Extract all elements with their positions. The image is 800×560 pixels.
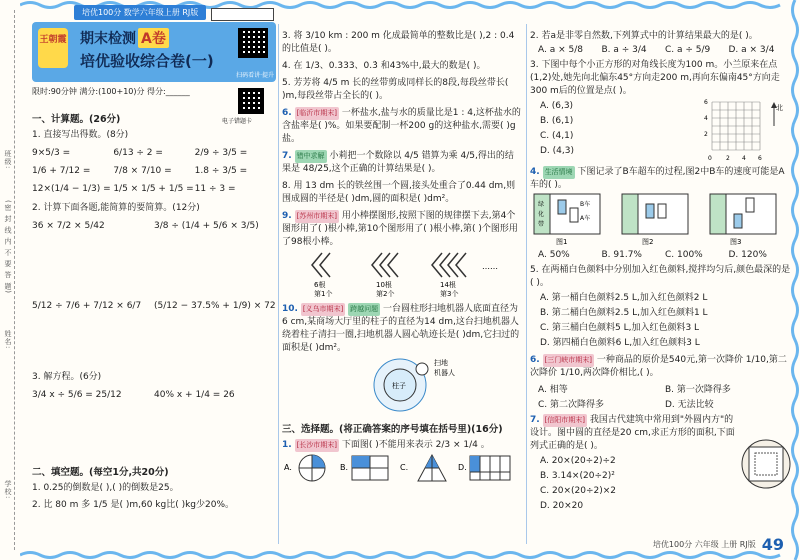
figure-label: 机器人 xyxy=(434,369,455,377)
figure-label: 柱子 xyxy=(392,382,406,390)
calc-row xyxy=(32,164,276,178)
round-square-figure xyxy=(740,438,792,490)
overtake-panel-1 xyxy=(534,194,600,246)
option-item[interactable]: B. 91.7% xyxy=(601,250,642,260)
grid-x-tick: 0 xyxy=(708,155,712,162)
calc-row xyxy=(32,388,276,402)
stick-figure-3 xyxy=(432,253,466,277)
car-a-icon xyxy=(746,198,754,212)
overtake-panel-2 xyxy=(622,194,688,246)
option-b-shaded xyxy=(352,456,370,468)
greenbelt-label: 化 xyxy=(538,211,545,218)
greenbelt-label: 带 xyxy=(538,221,545,228)
question-type-tag: 跨越问题 xyxy=(348,303,380,316)
figure-label: 10根 xyxy=(376,281,392,289)
coordinate-grid-figure xyxy=(692,98,792,162)
calc-item: 1.8 ÷ 3/5 = xyxy=(194,166,248,176)
car-b-icon xyxy=(734,214,742,228)
figure-caption: 图2 xyxy=(642,238,654,246)
question-text: 1. 直接写出得数。(8分) xyxy=(32,130,129,140)
option-item[interactable]: D. 第四桶白色颜料6 L,加入红色颜料3 L xyxy=(540,338,700,348)
option-item[interactable]: A. (6,3) xyxy=(540,101,574,111)
exam-subtitle: 培优验收综合卷(一) xyxy=(80,52,214,70)
option-item[interactable]: D. 20×20 xyxy=(540,501,584,511)
answer-reference: 【答案见P89】 xyxy=(211,8,274,21)
question-text: 一台圆柱形扫地机器人底面直径为6 cm,某商场大厅里的柱子的直径为14 dm,这台扫地机器人绕着柱子清扫一圈,扫地机器人圆心轨迹长是( )dm,它扫过的面积是( )dm²。 xyxy=(282,304,520,353)
stick-pattern-figure xyxy=(282,249,522,299)
question-item: 10. [义乌市期末] 跨越问题 一台圆柱形扫地机器人底面直径为6 cm,某商场大厅里的柱子的直径为14 dm,这台扫地机器人绕着柱子清扫一圈,扫地机器人圆心轨迹长是( )dm,它扫过的面积是( )dm²。 xyxy=(282,304,520,353)
section-title: 二、填空题。(每空1分,共20分) xyxy=(32,467,169,478)
question-text: 小莉把一个数除以 4/5 错算为乘 4/5,得出的结果是 48/25,这个正确的计算结果是( )。 xyxy=(282,151,514,174)
calc-item: 12×(1/4 − 1/3) = xyxy=(32,184,111,194)
calc-row xyxy=(32,219,276,233)
section-title: 三、选择题。(将正确答案的序号填在括号里)(16分) xyxy=(282,424,503,435)
car-a-icon xyxy=(570,208,578,222)
header-strip: 培优100分 数学六年级上册 RJ版 xyxy=(74,5,206,20)
calc-row xyxy=(32,182,276,196)
option-item[interactable]: A. 50% xyxy=(538,250,570,260)
grid-y-tick: 4 xyxy=(704,115,708,122)
option-item[interactable]: C. 第三桶白色颜料5 L,加入红色颜料3 L xyxy=(540,323,700,333)
brand-logo: 王朝霞 xyxy=(38,28,68,68)
car-label: B车 xyxy=(580,201,591,208)
calc-item: 7/8 × 7/10 = xyxy=(113,166,172,176)
question-text: 2. 比 80 m 多 1/5 是( )m,60 kg比( )kg少20%。 xyxy=(32,500,235,510)
inner-square xyxy=(749,447,783,481)
option-item[interactable]: C. 100% xyxy=(665,250,703,260)
page-number: 49 xyxy=(761,535,784,554)
qr-caption: 电子错题卡 xyxy=(222,118,253,125)
calc-item: 36 × 7/2 × 5/42 xyxy=(32,221,105,231)
car-overtake-figure xyxy=(530,192,792,248)
calc-item: 6/13 ÷ 2 = xyxy=(113,148,163,158)
robot-circle xyxy=(416,363,428,375)
option-label: C. xyxy=(400,463,409,472)
page-footer xyxy=(653,535,784,554)
question-item: 4. 生活情境 下图记录了B车超车的过程,图2中B车的速度可能是A车的( )。 xyxy=(530,167,785,190)
q7-block xyxy=(530,410,792,513)
question-text: 2. 若a是非零自然数,下列算式中的计算结果最大的是( )。 xyxy=(530,31,758,41)
options-row xyxy=(538,250,792,260)
calc-item: 9×5/3 = xyxy=(32,148,71,158)
exam-title: 期末检测 A卷 xyxy=(80,28,169,48)
question-item: 1. [长沙市期末] 下面图( )不能用来表示 2/3 × 1/4 。 xyxy=(282,440,490,450)
question-source-tag: [长沙市期末] xyxy=(295,439,339,452)
question-text: 3. 解方程。(6分) xyxy=(32,372,102,382)
binding-margin xyxy=(0,0,28,560)
question-text: 3. 将 3/10 km : 200 m 化成最简单的整数比是( ),2 : 0.4 的比值是( )。 xyxy=(282,31,515,54)
question-text: 一杯盐水,盐与水的质量比是1 : 4,这杯盐水的含盐率是( )%。如果要配制一杯200 g的这种盐水,需要( )g盐。 xyxy=(282,108,521,144)
calc-item: 5/12 ÷ 7/6 + 7/12 × 6/7 xyxy=(32,301,142,311)
question-item: 7. [信阳市期末] 我国古代建筑中常用到"外圆内方"的设计。图中圆的直径是20 cm,求正方形的面积,下面列式正确的是( )。 xyxy=(530,415,735,451)
q3-options xyxy=(530,98,692,162)
work-space[interactable] xyxy=(32,313,276,367)
question-text: 下面图( )不能用来表示 2/3 × 1/4 。 xyxy=(341,440,490,450)
figure-caption: 图1 xyxy=(556,238,568,246)
option-label: B. xyxy=(340,463,349,472)
car-b-icon xyxy=(558,200,566,214)
exam-meta: 限时:90分钟 满分:(100+10)分 得分:______ xyxy=(32,87,190,96)
question-text: 8. 用 13 dm 长的铁丝围一个圆,接头处重合了0.44 dm,则围成圆的半径是( )dm,圆的面积是( )dm²。 xyxy=(282,181,516,204)
calc-item: 2/9 ÷ 3/5 = xyxy=(194,148,248,158)
column-middle xyxy=(282,22,522,484)
binding-dash-line xyxy=(14,10,15,550)
figure-caption: 图3 xyxy=(730,238,742,246)
stick-figure-2 xyxy=(372,253,398,277)
column-right xyxy=(530,22,792,513)
calc-item: 1/6 + 7/12 = xyxy=(32,166,91,176)
question-source-tag: [苏州市期末] xyxy=(295,210,339,223)
calc-item: 3/4 x ÷ 5/6 = 25/12 xyxy=(32,390,122,400)
grid-y-tick: 2 xyxy=(704,131,708,138)
car-label: A车 xyxy=(580,215,591,222)
question-item: 7. 错中求解 小莉把一个数除以 4/5 错算为乘 4/5,得出的结果是 48/25,这个正确的计算结果是( )。 xyxy=(282,151,514,174)
option-item[interactable]: B. 第一次降得多 xyxy=(665,385,731,395)
calc-row xyxy=(32,299,276,313)
option-item[interactable]: A. 相等 xyxy=(538,385,568,395)
binding-name: 姓名: xyxy=(4,330,12,350)
greenbelt-label: 绿 xyxy=(538,201,545,208)
grid-lines xyxy=(712,102,760,150)
option-item[interactable]: B. 3.14×(20÷2)² xyxy=(540,471,615,481)
option-item[interactable]: B. (6,1) xyxy=(540,116,574,126)
question-text: 5. 芳芳将 4/5 m 长的丝带剪成同样长的8段,每段丝带长( )m,每段丝带占全长的( )。 xyxy=(282,78,509,101)
question-source-tag: [义乌市期末] xyxy=(301,303,345,316)
footer-text: 培优100分 六年级 上册 RJ版 xyxy=(652,540,756,549)
calc-item: 1/5 × 1/5 + 1/5 = xyxy=(113,184,194,194)
binding-grade: 班级: xyxy=(4,150,12,170)
option-item[interactable]: C. (4,1) xyxy=(540,131,574,141)
column-divider xyxy=(526,24,527,544)
figure-label: 第1个 xyxy=(314,290,333,298)
calc-item: 40% x + 1/4 = 26 xyxy=(154,390,235,400)
options-row xyxy=(538,382,792,395)
question-text: 3. 下图中每个小正方形的对角线长度为100 m。小兰原来在点(1,2)处,她先向北偏东45°方向走200 m,再向东偏南45°方向走300 m后的位置是点( )。 xyxy=(530,60,780,96)
car-b-icon xyxy=(646,204,654,218)
q7-content xyxy=(530,410,740,513)
option-item[interactable]: D. (4,3) xyxy=(540,146,574,156)
question-source-tag: [临沂市期末] xyxy=(295,107,339,120)
option-item[interactable]: D. 无法比较 xyxy=(665,400,714,410)
option-item[interactable]: A. 第一桶白色颜料2.5 L,加入红色颜料2 L xyxy=(540,293,708,303)
overtake-panel-3 xyxy=(710,194,776,246)
question-type-tag: 错中求解 xyxy=(295,150,327,163)
question-text: 一种商品的原价是540元,第一次降价 1/10,第二次降价 1/10,两次降价相比,( )。 xyxy=(530,355,787,378)
binding-school: 学校: xyxy=(4,480,12,500)
option-item[interactable]: C. 第二次降得多 xyxy=(538,400,605,410)
option-d-shaded xyxy=(470,456,480,472)
column-divider xyxy=(278,24,279,544)
figure-label: 第2个 xyxy=(376,290,395,298)
question-text: 2. 计算下面各题,能简算的要简算。(12分) xyxy=(32,203,200,213)
question-source-tag: [三门峡市期末] xyxy=(543,354,594,367)
option-item[interactable]: A. 20×(20÷2)÷2 xyxy=(540,456,616,466)
grid-x-tick: 4 xyxy=(742,155,746,162)
qr-code-icon[interactable] xyxy=(238,88,264,114)
option-item[interactable]: D. a × 3/4 xyxy=(728,45,775,55)
q3-block xyxy=(530,98,792,162)
option-item[interactable]: D. 120% xyxy=(728,250,767,260)
work-space[interactable] xyxy=(32,233,276,295)
fraction-options-figure xyxy=(282,452,522,484)
calc-item: 3/8 ÷ (1/4 + 5/6 × 3/5) xyxy=(154,221,259,231)
figure-label: 6根 xyxy=(314,281,326,289)
question-text: 我国古代建筑中常用到"外圆内方"的设计。图中圆的直径是20 cm,求正方形的面积,下面列式正确的是( )。 xyxy=(530,415,735,451)
qr-code-icon[interactable] xyxy=(238,28,268,58)
grid-x-tick: 2 xyxy=(726,155,730,162)
question-item: 6. [三门峡市期末] 一种商品的原价是540元,第一次降价 1/10,第二次降价 1/10,两次降价相比,( )。 xyxy=(530,355,787,378)
question-text: 下图记录了B车超车的过程,图2中B车的速度可能是A车的( )。 xyxy=(530,167,785,190)
option-item[interactable]: C. 20×(20÷2)×2 xyxy=(540,486,617,496)
volume-tag: A卷 xyxy=(138,28,169,48)
question-text: 1. 0.25的倒数是( ),( )的倒数是25。 xyxy=(32,483,179,493)
question-text: 5. 在两桶白色颜料中分别加入红色颜料,搅拌均匀后,颜色最深的是( )。 xyxy=(530,265,791,288)
robot-pillar-figure xyxy=(282,355,522,415)
question-source-tag: [信阳市期末] xyxy=(543,414,587,427)
binding-note: (密 封 线 内 不 要 答 题) xyxy=(4,200,12,295)
calc-item: 11 ÷ 3 = xyxy=(194,184,236,194)
option-item[interactable]: B. a ÷ 3/4 xyxy=(601,45,647,55)
calc-item: (5/12 − 37.5% + 1/9) × 72 xyxy=(154,301,276,311)
options-row xyxy=(538,397,792,410)
figure-label: 扫地 xyxy=(434,359,448,367)
car-a-icon xyxy=(658,204,666,218)
stick-figure-1 xyxy=(312,253,330,277)
question-item: 6. [临沂市期末] 一杯盐水,盐与水的质量比是1 : 4,这杯盐水的含盐率是( )%。如果要配制一杯200 g的这种盐水,需要( )g盐。 xyxy=(282,108,521,144)
options-row xyxy=(538,45,792,55)
north-label: 北 xyxy=(776,104,783,112)
grid-y-tick: 6 xyxy=(704,99,708,106)
question-text: 用小棒摆图形,按照下图的规律摆下去,第4个图形用了( )根小棒,第10个图形用了( )根小棒,第( )个图形用了98根小棒。 xyxy=(282,211,518,247)
option-item[interactable]: A. a × 5/8 xyxy=(538,45,583,55)
qr-caption: 扫码看讲·提升 xyxy=(236,72,274,79)
question-item: 9. [苏州市期末] 用小棒摆图形,按照下图的规律摆下去,第4个图形用了( )根小棒,第10个图形用了( )根小棒,第( )个图形用了98根小棒。 xyxy=(282,211,518,247)
option-a-shaded xyxy=(312,455,325,468)
figure-label: 第3个 xyxy=(440,290,459,298)
figure-label: …… xyxy=(482,262,498,271)
question-type-tag: 生活情境 xyxy=(543,166,575,179)
question-text: 4. 在 1/3、0.333、0.3̇ 和43%中,最大的数是( )。 xyxy=(282,61,486,71)
option-label: A. xyxy=(284,463,292,472)
option-label: D. xyxy=(458,463,467,472)
calc-row xyxy=(32,146,276,160)
section-title: 一、计算题。(26分) xyxy=(32,114,121,125)
figure-label: 14根 xyxy=(440,281,456,289)
grid-x-tick: 6 xyxy=(758,155,762,162)
option-item[interactable]: C. a ÷ 5/9 xyxy=(665,45,711,55)
work-space[interactable] xyxy=(32,402,276,458)
option-item[interactable]: B. 第二桶白色颜料2.5 L,加入红色颜料1 L xyxy=(540,308,708,318)
